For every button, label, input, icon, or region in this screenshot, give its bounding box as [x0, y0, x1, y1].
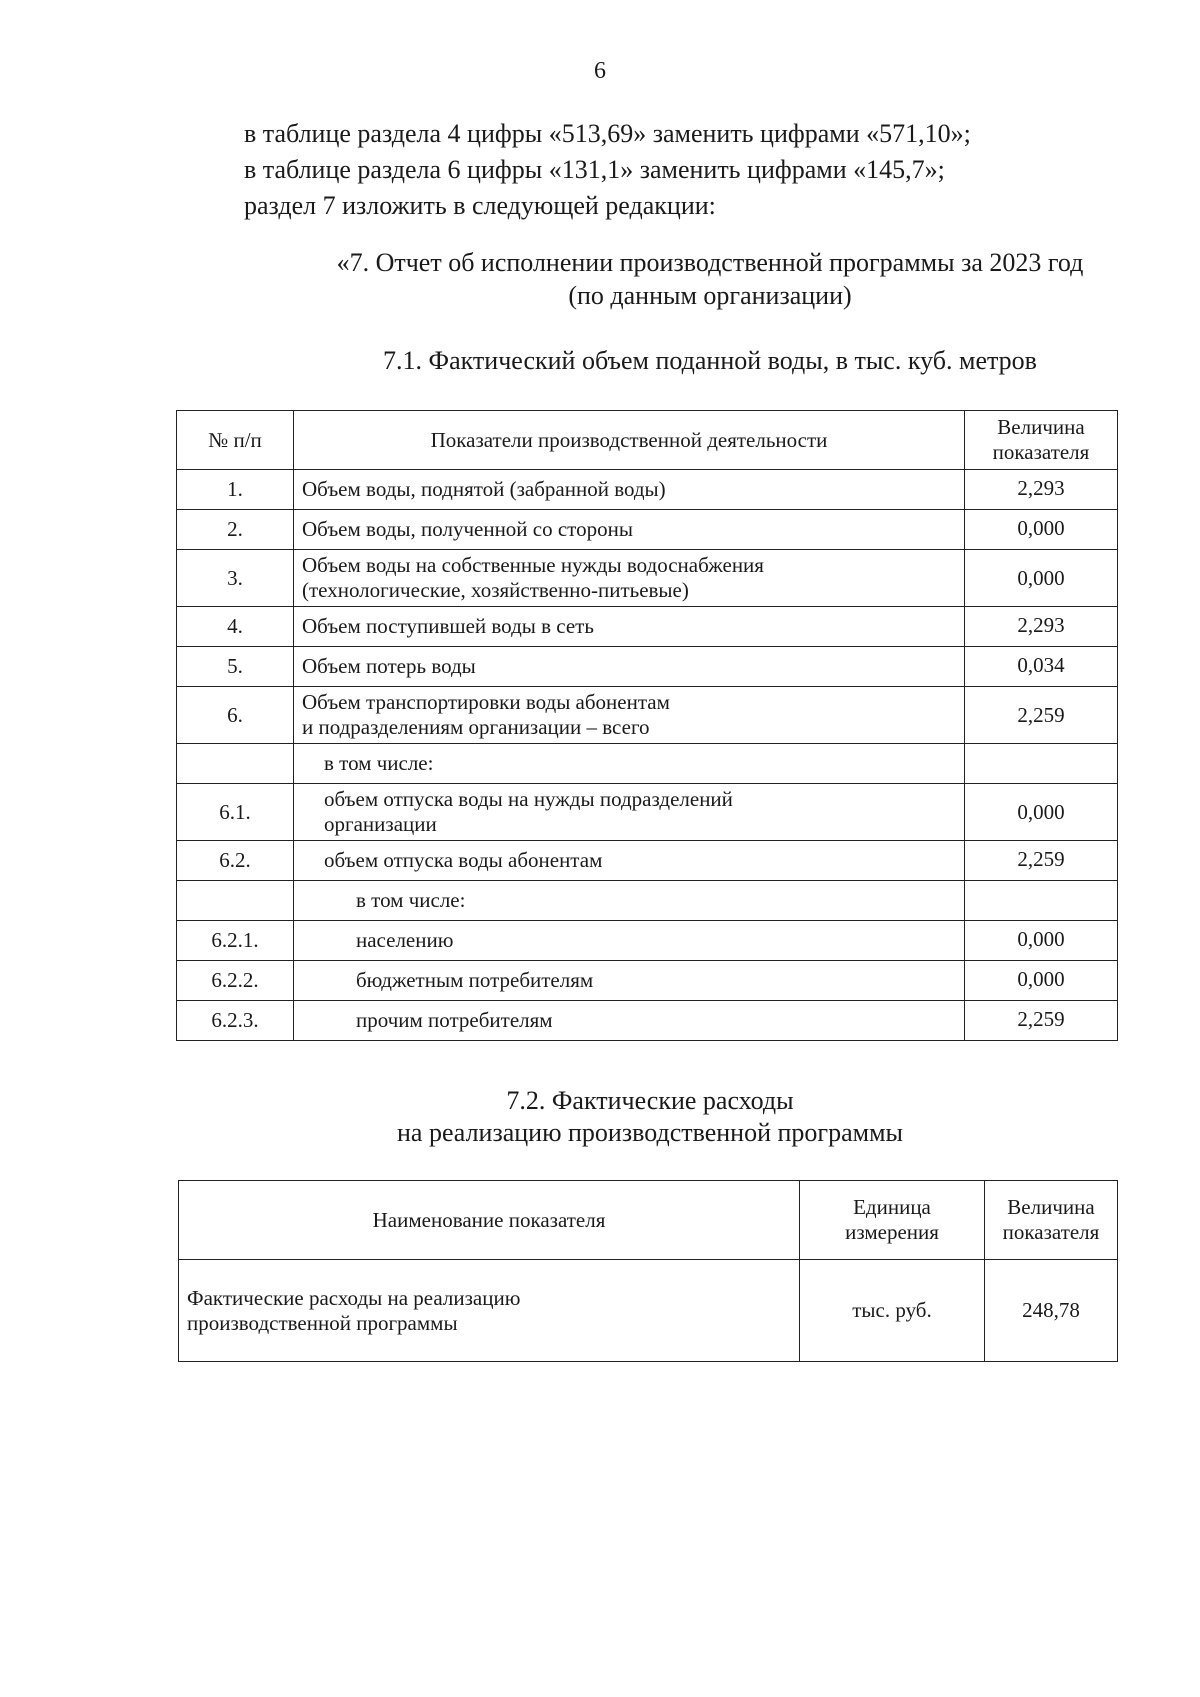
- row-number: 2.: [177, 510, 294, 550]
- row-value: 2,259: [965, 687, 1118, 744]
- row-number: 3.: [177, 550, 294, 607]
- row-indicator: населению: [294, 921, 965, 961]
- row-value: [965, 744, 1118, 784]
- row-value: 0,000: [965, 550, 1118, 607]
- subsection-title-line: 7.2. Фактические расходы: [506, 1086, 794, 1115]
- row-value: 2,293: [965, 470, 1118, 510]
- row-number: [177, 744, 294, 784]
- amendment-line: раздел 7 изложить в следующей редакции:: [244, 191, 716, 220]
- table-header-row: [179, 1181, 1118, 1260]
- table-row: [179, 1260, 1118, 1362]
- row-indicator: в том числе:: [294, 881, 965, 921]
- header-value-line: показателя: [992, 440, 1090, 464]
- row-indicator: Объем воды, поднятой (забранной воды): [294, 470, 965, 510]
- subsection-7-1-title: 7.1. Фактический объем поданной воды, в тыс. куб. метров: [383, 346, 1037, 375]
- row-number: 6.1.: [177, 784, 294, 841]
- row-value: 0,034: [965, 647, 1118, 687]
- header-unit-line: Единица: [853, 1195, 931, 1219]
- row-number: 6.: [177, 687, 294, 744]
- table-row: [177, 1001, 1118, 1041]
- row-indicator: Объем поступившей воды в сеть: [294, 607, 965, 647]
- row-value: 2,259: [965, 1001, 1118, 1041]
- water-volume-table: [176, 410, 1118, 1041]
- table-row: [177, 744, 1118, 784]
- table-row: [177, 647, 1118, 687]
- subsection-7-2-title: [180, 1085, 1120, 1149]
- row-indicator: Объем воды, полученной со стороны: [294, 510, 965, 550]
- header-indicator-name: Наименование показателя: [179, 1181, 800, 1260]
- header-value-line: Величина: [1007, 1195, 1095, 1219]
- page-number: 6: [594, 58, 606, 84]
- amendment-line: в таблице раздела 6 цифры «131,1» заменить цифрами «145,7»;: [244, 155, 945, 184]
- row-indicator: [294, 550, 965, 607]
- subsection-title-line: на реализацию производственной программы: [396, 1118, 903, 1147]
- row-number: 4.: [177, 607, 294, 647]
- row-value: 0,000: [965, 921, 1118, 961]
- section-title-line: (по данным организации): [568, 281, 852, 310]
- row-indicator-line: (технологические, хозяйственно-питьевые): [302, 578, 689, 602]
- row-indicator: [294, 687, 965, 744]
- header-indicator: Показатели производственной деятельности: [294, 411, 965, 470]
- table-row: [177, 961, 1118, 1001]
- table-row: [177, 607, 1118, 647]
- row-number: 1.: [177, 470, 294, 510]
- row-indicator: [179, 1260, 800, 1362]
- row-indicator-line: Объем воды на собственные нужды водоснабжения: [302, 553, 764, 577]
- section-title-line: «7. Отчет об исполнении производственной программы за 2023 год: [336, 248, 1084, 277]
- table-header-row: [177, 411, 1118, 470]
- row-value: 2,259: [965, 841, 1118, 881]
- expenses-table: [178, 1180, 1118, 1362]
- header-number: № п/п: [177, 411, 294, 470]
- row-indicator: в том числе:: [294, 744, 965, 784]
- row-indicator-line: организации: [324, 812, 437, 836]
- row-value: 2,293: [965, 607, 1118, 647]
- header-value-line: Величина: [997, 415, 1085, 439]
- row-indicator-line: Фактические расходы на реализацию: [187, 1285, 521, 1310]
- header-value: [965, 411, 1118, 470]
- row-number: 6.2.1.: [177, 921, 294, 961]
- row-number: 5.: [177, 647, 294, 687]
- table-row: [177, 687, 1118, 744]
- header-value: [985, 1181, 1118, 1260]
- table-row: [177, 921, 1118, 961]
- table-row: [177, 841, 1118, 881]
- section-title: [240, 246, 1180, 312]
- table-row: [177, 881, 1118, 921]
- row-indicator: Объем потерь воды: [294, 647, 965, 687]
- row-value: 0,000: [965, 510, 1118, 550]
- row-unit: тыс. руб.: [800, 1260, 985, 1362]
- row-number: 6.2.2.: [177, 961, 294, 1001]
- row-indicator: прочим потребителям: [294, 1001, 965, 1041]
- row-indicator: бюджетным потребителям: [294, 961, 965, 1001]
- row-value: [965, 881, 1118, 921]
- table-row: [177, 550, 1118, 607]
- row-number: 6.2.: [177, 841, 294, 881]
- row-indicator-line: Объем транспортировки воды абонентам: [302, 690, 670, 714]
- row-value: 0,000: [965, 961, 1118, 1001]
- header-value-line: показателя: [1002, 1220, 1100, 1244]
- row-indicator-line: производственной программы: [187, 1310, 458, 1335]
- table-row: [177, 784, 1118, 841]
- row-value: 248,78: [985, 1260, 1118, 1362]
- table-row: [177, 470, 1118, 510]
- header-unit-line: измерения: [845, 1220, 939, 1244]
- row-number: 6.2.3.: [177, 1001, 294, 1041]
- row-indicator: [294, 784, 965, 841]
- row-indicator-line: объем отпуска воды на нужды подразделений: [324, 787, 733, 811]
- amendment-line: в таблице раздела 4 цифры «513,69» заменить цифрами «571,10»;: [244, 119, 971, 148]
- amendment-text: [244, 116, 1144, 224]
- row-value: 0,000: [965, 784, 1118, 841]
- row-indicator: объем отпуска воды абонентам: [294, 841, 965, 881]
- header-unit: [800, 1181, 985, 1260]
- table-row: [177, 510, 1118, 550]
- row-number: [177, 881, 294, 921]
- row-indicator-line: и подразделениям организации – всего: [302, 715, 650, 739]
